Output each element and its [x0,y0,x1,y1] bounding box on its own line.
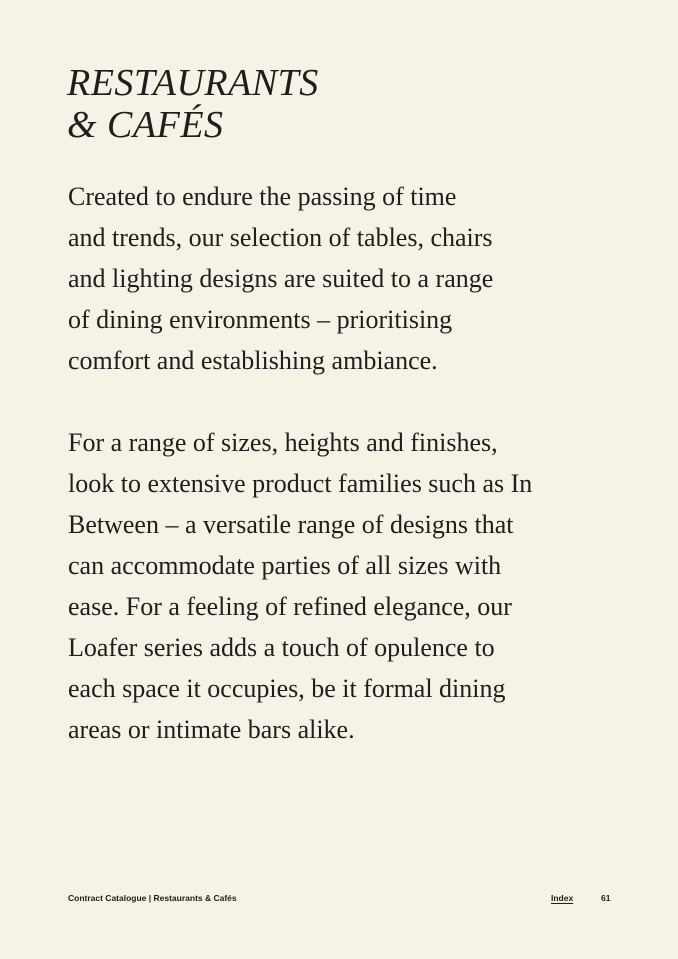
text-line: For a range of sizes, heights and finishes, [68,428,498,457]
page-title [67,62,319,146]
text-line: and trends, our selection of tables, chairs [68,223,493,252]
index-link[interactable]: Index [551,893,574,903]
text-line: ease. For a feeling of refined elegance, our [68,592,512,621]
text-line: and lighting designs are suited to a range [68,264,494,293]
text-line: can accommodate parties of all sizes with [68,551,502,580]
text-line: look to extensive product families such as In [68,469,533,498]
title-line: RESTAURANTS [67,62,319,104]
title-line: & CAFÉS [67,104,224,146]
footer-section-label: Contract Catalogue | Restaurants & Cafés [68,893,237,903]
text-line: Created to endure the passing of time [68,182,457,211]
text-line: Between – a versatile range of designs that [68,510,514,539]
text-line: each space it occupies, be it formal dining [68,674,506,703]
body-paragraph [68,422,532,750]
text-line: comfort and establishing ambiance. [68,346,438,375]
page-number: 61 [601,893,611,903]
text-line: Loafer series adds a touch of opulence to [68,633,495,662]
text-line: areas or intimate bars alike. [68,715,355,744]
intro-paragraph [68,176,493,381]
text-line: of dining environments – prioritising [68,305,453,334]
